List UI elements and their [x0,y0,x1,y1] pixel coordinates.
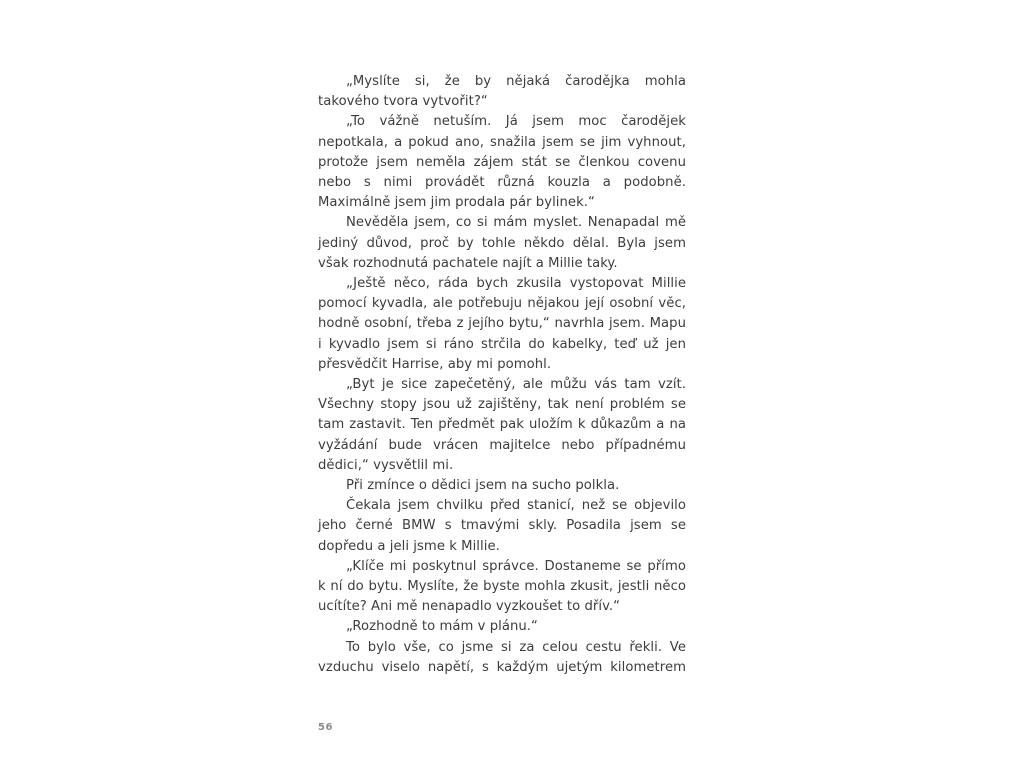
page-number: 56 [318,722,333,733]
paragraph-10: To bylo vše, co jsme si za celou cestu řekli. Ve vzduchu viselo napětí, s každým ujetým kilometrem [318,639,686,675]
paragraph-2: „To vážně netuším. Já jsem moc čarodějek nepotkala, a pokud ano, snažila jsem se jim vyhnout, protože jsem neměla zájem stát se členkou covenu nebo s nimi provádět různá kouzla a podobně. Maximálně jsem jim prodala pár bylinek.“ [318,114,686,211]
body-text [318,72,686,678]
paragraph-7: Čekala jsem chvilku před stanicí, než se objevilo jeho černé BMW s tmavými skly. Posadila jsem se dopředu a jeli jsme k Millie. [318,498,686,554]
paragraph-3: Nevěděla jsem, co si mám myslet. Nenapadal mě jediný důvod, proč by tohle někdo dělal. Byla jsem však rozhodnutá pachatele najít a Millie taky. [318,215,686,271]
paragraph-5: „Byt je sice zapečetěný, ale můžu vás tam vzít. Všechny stopy jsou už zajištěny, tak není problém se tam zastavit. Ten předmět pak uložím k důkazům a na vyžádání bude vrácen majitelce nebo případnému dědici,“ vysvětlil mi. [318,377,686,473]
paragraph-6: Při zmínce o dědici jsem na sucho polkla. [346,478,620,494]
paragraph-9: „Rozhodně to mám v plánu.“ [346,619,538,635]
paragraph-8: „Klíče mi poskytnul správce. Dostaneme se přímo k ní do bytu. Myslíte, že byste mohla zkusit, jestli něco ucítíte? Ani mě nenapadlo vyzkoušet to dřív.“ [318,558,686,615]
paragraph-1: „Myslíte si, že by nějaká čarodějka mohla takového tvora vytvořit?“ [318,74,686,110]
paragraph-4: „Ještě něco, ráda bych zkusila vystopovat Millie pomocí kyvadla, ale potřebuju nějakou její osobní věc, hodně osobní, třeba z jejího bytu,“ navrhla jsem. Mapu i kyvadlo jsem si ráno strčila do kabelky, teď už jen přesvědčit Harrise, aby mi pomohl. [318,276,686,372]
